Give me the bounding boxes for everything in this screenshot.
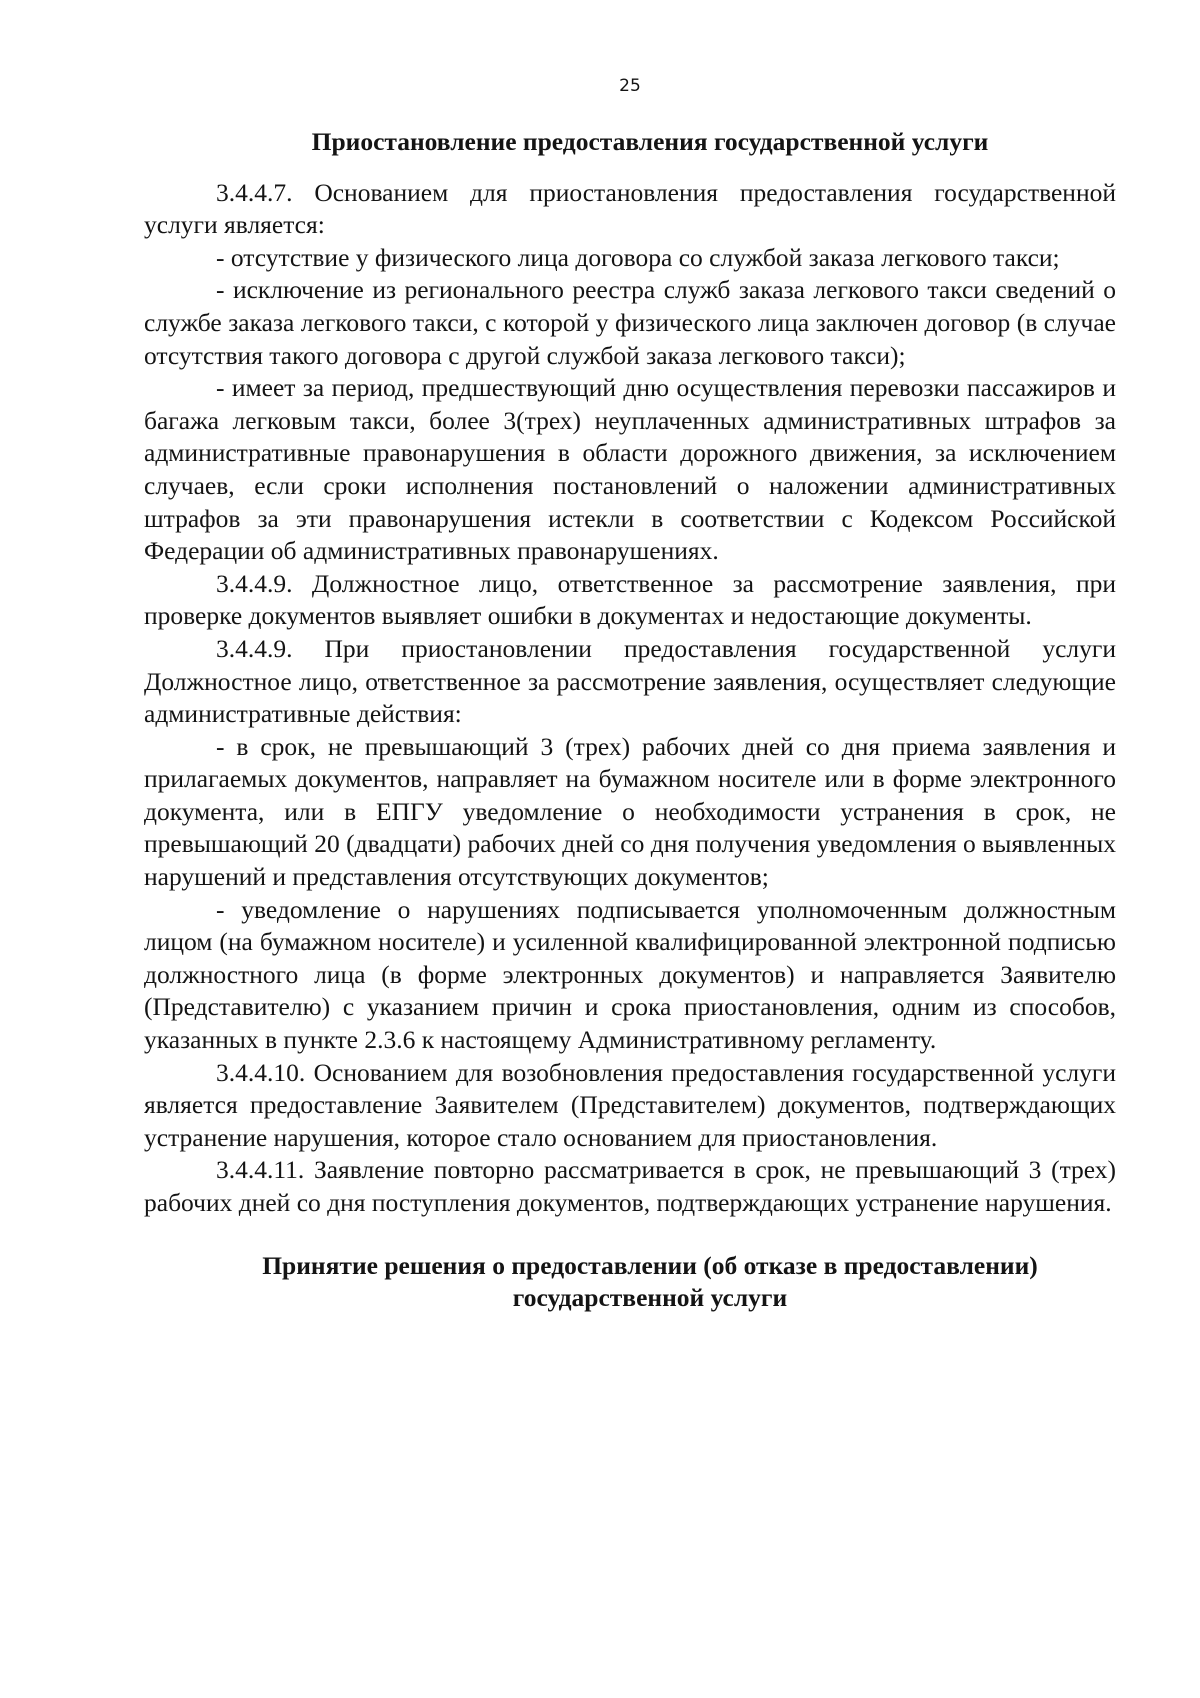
paragraph-3-4-4-9-b: 3.4.4.9. При приостановлении предоставления государственной услуги Должностное лицо, ответственное за рассмотрение заявления, осуществляет следующие административные действия: [144,633,1116,729]
list-item-unpaid-fines: - имеет за период, предшествующий дню осуществления перевозки пассажиров и багажа легковым такси, более 3(трех) неуплаченных административных штрафов за административные правонарушения в области дорожного движения, за исключением случаев, если сроки исполнения постановлений о наложении административных штрафов за эти правонарушения истекли в соответствии с Кодексом Российской Федерации об административных правонарушениях. [144,373,1116,566]
paragraph-3-4-4-7: 3.4.4.7. Основанием для приостановления предоставления государственной услуги является: [144,177,1116,240]
list-item-notification-signing: - уведомление о нарушениях подписывается уполномоченным должностным лицом (на бумажном носителе) и усиленной квалифицированной электронной подписью должностного лица (в форме электронных документов) и направляется Заявителю (Представителю) с указанием причин и срока приостановления, одним из способов, указанных в пункте 2.3.6 к настоящему Административному регламенту. [144,894,1116,1055]
list-item-registry-exclusion: - исключение из регионального реестра служб заказа легкового такси сведений о службе заказа легкового такси, с которой у физического лица заключен договор (в случае отсутствия такого договора с другой службой заказа легкового такси); [144,275,1116,370]
section-heading-suspension: Приостановление предоставления государственной услуги [311,127,989,156]
paragraph-3-4-4-9-a: 3.4.4.9. Должностное лицо, ответственное за рассмотрение заявления, при проверке документов выявляет ошибки в документах и недостающие документы. [144,568,1116,631]
paragraph-3-4-4-10: 3.4.4.10. Основанием для возобновления предоставления государственной услуги является предоставление Заявителем (Представителем) документов, подтверждающих устранение нарушения, которое стало основанием для приостановления. [144,1057,1116,1152]
list-item-notification-term: - в срок, не превышающий 3 (трех) рабочих дней со дня приема заявления и прилагаемых документов, направляет на бумажном носителе или в форме электронного документа, или в ЕПГУ уведомление о необходимости устранения в срок, не превышающий 20 (двадцати) рабочих дней со дня получения уведомления о выявленных нарушений и представления отсутствующих документов; [144,731,1116,892]
page-number: 25 [619,76,641,96]
section-heading-decision-line2: государственной услуги [512,1283,788,1313]
list-item-no-contract: - отсутствие у физического лица договора со службой заказа легкового такси; [216,242,1060,272]
document-body [144,126,1116,1333]
paragraph-3-4-4-11: 3.4.4.11. Заявление повторно рассматривается в срок, не превышающий 3 (трех) рабочих дней со дня поступления документов, подтверждающих устранение нарушения. [144,1155,1116,1217]
section-heading-decision-line1: Принятие решения о предоставлении (об отказе в предоставлении) [262,1250,1038,1280]
section-heading-decision [184,1250,1116,1315]
